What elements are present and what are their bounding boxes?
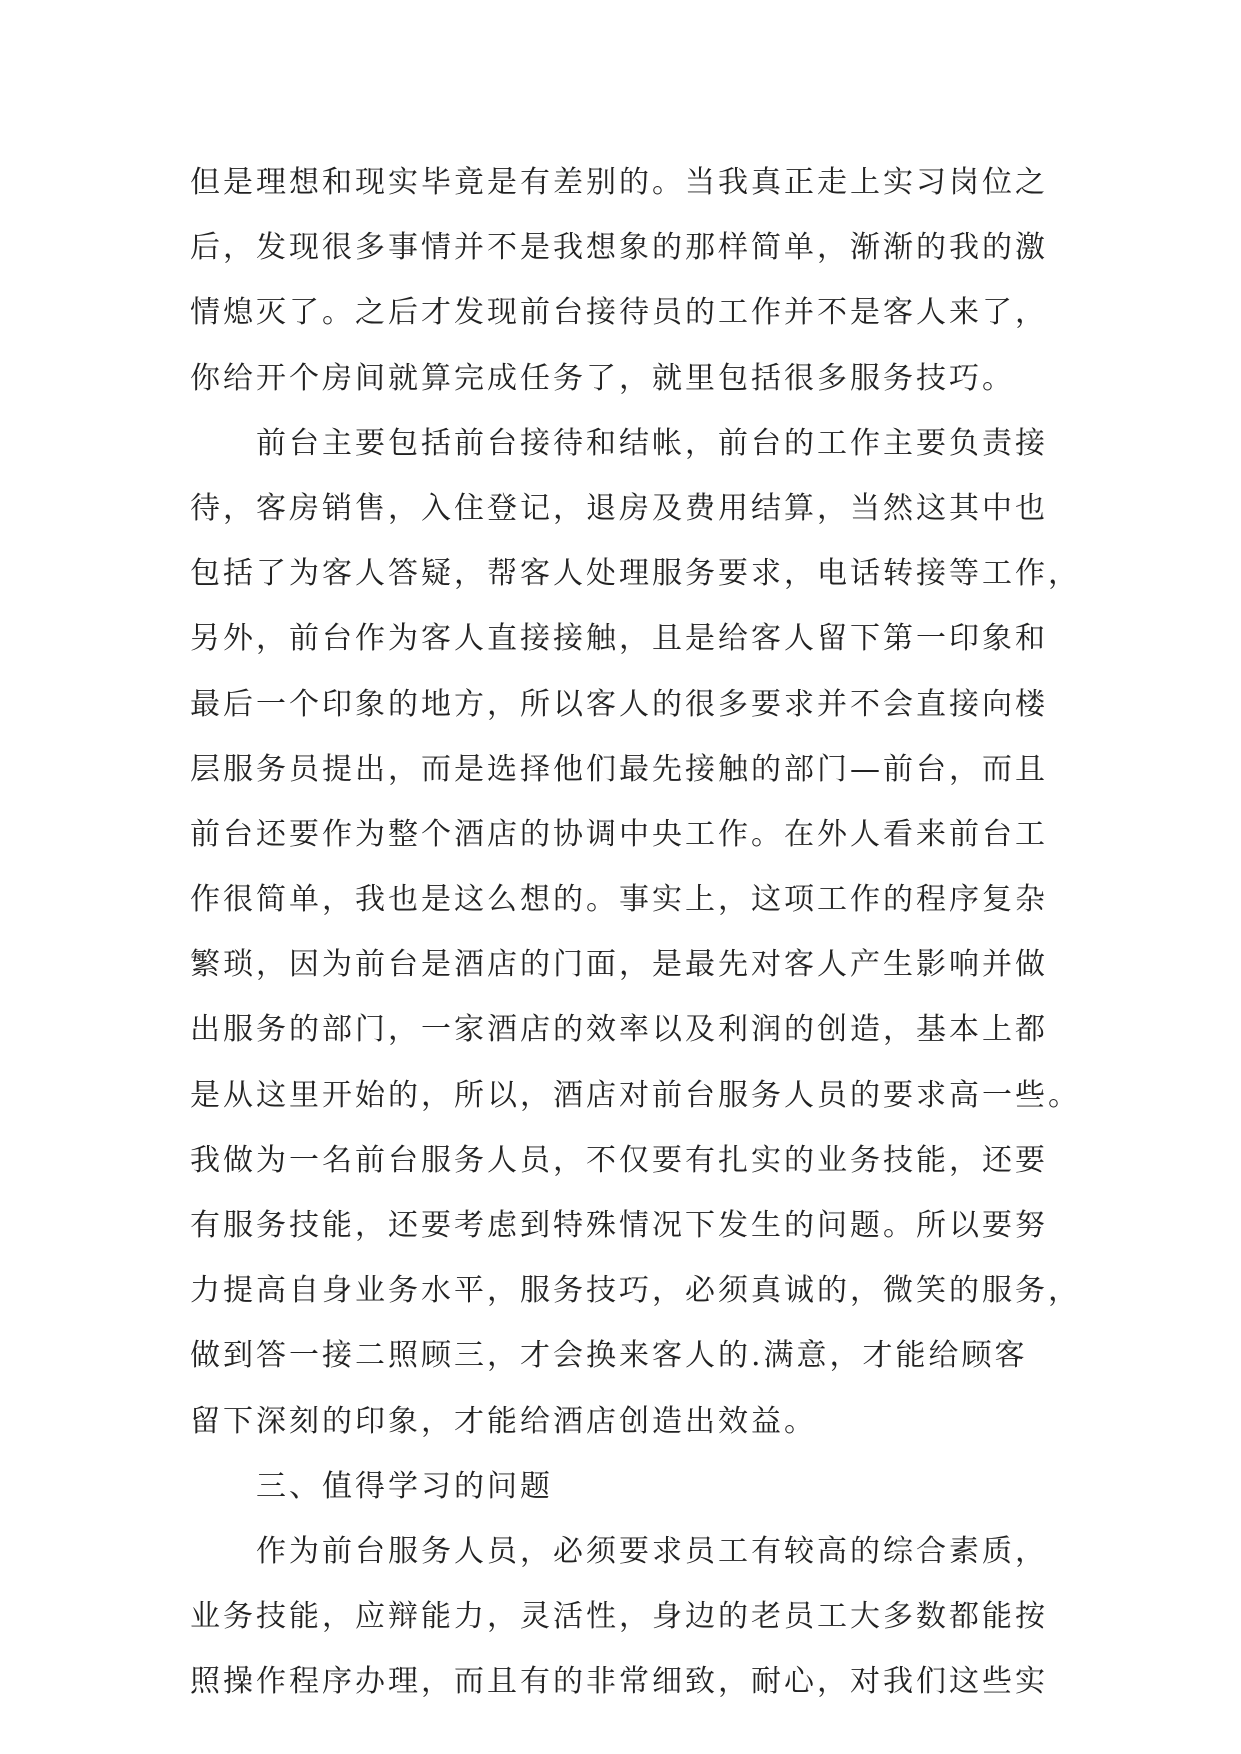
text-line: 层服务员提出，而是选择他们最先接触的部门—前台，而且 xyxy=(190,751,1048,787)
text-line: 你给开个房间就算完成任务了，就里包括很多服务技巧。 xyxy=(190,360,1015,396)
text-line: 最后一个印象的地方，所以客人的很多要求并不会直接向楼 xyxy=(190,686,1048,722)
section-heading: 三、值得学习的问题 xyxy=(256,1468,553,1504)
text-line: 另外，前台作为客人直接接触，且是给客人留下第一印象和 xyxy=(190,621,1048,657)
text-line: 业务技能，应辩能力，灵活性，身边的老员工大多数都能按 xyxy=(190,1599,1048,1635)
text-line: 待，客房销售，入住登记，退房及费用结算，当然这其中也 xyxy=(190,490,1048,526)
text-line: 照操作程序办理，而且有的非常细致，耐心，对我们这些实 xyxy=(190,1664,1048,1700)
paragraph-first-line: 作为前台服务人员，必须要求员工有较高的综合素质， xyxy=(256,1533,1048,1569)
text-line: 留下深刻的印象，才能给酒店创造出效益。 xyxy=(190,1403,817,1439)
text-line: 包括了为客人答疑，帮客人处理服务要求，电话转接等工作， xyxy=(190,556,1081,592)
text-line: 作很简单，我也是这么想的。事实上，这项工作的程序复杂 xyxy=(190,882,1048,918)
text-line: 我做为一名前台服务人员，不仅要有扎实的业务技能，还要 xyxy=(190,1142,1048,1178)
text-line: 繁琐，因为前台是酒店的门面，是最先对客人产生影响并做 xyxy=(190,947,1048,983)
text-line: 前台还要作为整个酒店的协调中央工作。在外人看来前台工 xyxy=(190,816,1048,852)
text-line: 后，发现很多事情并不是我想象的那样简单，渐渐的我的激 xyxy=(190,230,1048,266)
text-line: 情熄灭了。之后才发现前台接待员的工作并不是客人来了， xyxy=(190,295,1048,331)
paragraph-first-line: 前台主要包括前台接待和结帐，前台的工作主要负责接 xyxy=(256,425,1048,461)
document-body xyxy=(190,150,1081,1715)
text-line: 力提高自身业务水平，服务技巧，必须真诚的，微笑的服务， xyxy=(190,1273,1081,1309)
text-line: 但是理想和现实毕竟是有差别的。当我真正走上实习岗位之 xyxy=(190,165,1048,200)
text-line: 有服务技能，还要考虑到特殊情况下发生的问题。所以要努 xyxy=(190,1208,1048,1243)
text-line: 做到答一接二照顾三，才会换来客人的.满意，才能给顾客 xyxy=(190,1338,1028,1374)
text-line: 是从这里开始的，所以，酒店对前台服务人员的要求高一些。 xyxy=(190,1077,1081,1113)
text-line: 出服务的部门，一家酒店的效率以及利润的创造，基本上都 xyxy=(190,1012,1048,1048)
